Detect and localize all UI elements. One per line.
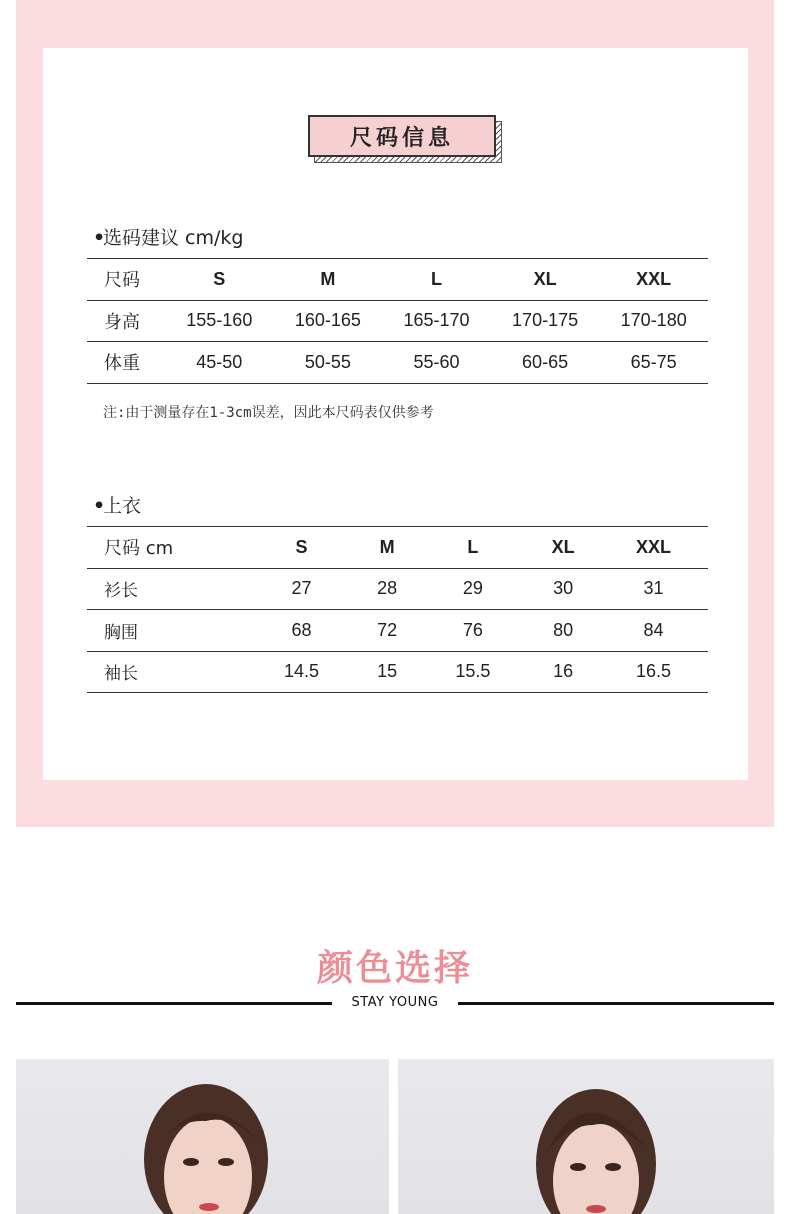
table-cell: 65-75 xyxy=(630,351,677,372)
header-cell: S xyxy=(295,536,308,557)
row-label: 身高 xyxy=(104,311,140,333)
table-header-row xyxy=(87,527,708,569)
header-cell: L xyxy=(467,536,479,557)
row-label: 胸围 xyxy=(104,622,138,643)
divider-line-left xyxy=(16,1002,332,1005)
header-cell: XXL xyxy=(636,268,672,289)
row-label: 衫长 xyxy=(104,581,138,602)
header-cell: 尺码 xyxy=(104,270,140,292)
model-photo-2[interactable] xyxy=(398,1059,774,1214)
badge-title: 尺码信息 xyxy=(308,115,496,157)
table-cell: 14.5 xyxy=(283,661,320,682)
table-row xyxy=(87,568,708,610)
header-cell: L xyxy=(430,268,442,289)
color-section-subtitle: STAY YOUNG xyxy=(351,995,439,1010)
table-cell: 55-60 xyxy=(413,351,460,372)
table-cell: 16 xyxy=(553,661,574,682)
table-cell: 15.5 xyxy=(455,661,491,682)
table-cell: 72 xyxy=(377,619,398,640)
recommend-section-label xyxy=(93,223,243,250)
header-cell: XL xyxy=(551,536,575,557)
top-section-label xyxy=(93,491,141,518)
table-row xyxy=(87,610,708,652)
table-cell: 30 xyxy=(553,578,574,599)
header-cell: S xyxy=(213,268,226,289)
table-cell: 155-160 xyxy=(186,310,253,331)
header-cell: M xyxy=(379,536,395,557)
recommend-label-text: 选码建议 cm/kg xyxy=(103,227,244,249)
table-cell: 68 xyxy=(291,619,312,640)
table-cell: 165-170 xyxy=(403,310,470,331)
table-cell: 160-165 xyxy=(294,310,361,331)
size-info-badge xyxy=(308,115,504,165)
table-cell: 76 xyxy=(462,619,483,640)
header-cell: 尺码 cm xyxy=(104,538,174,560)
table-cell: 60-65 xyxy=(522,351,569,372)
divider-line-right xyxy=(458,1002,774,1005)
measurement-note: 注:由于测量存在1-3cm误差，因此本尺码表仅供参考 xyxy=(103,405,434,421)
table-cell: 29 xyxy=(462,578,483,599)
table-cell: 27 xyxy=(291,578,312,599)
table-cell: 16.5 xyxy=(635,661,671,682)
top-label-text: 上衣 xyxy=(103,495,142,517)
table-cell: 80 xyxy=(553,619,574,640)
row-label: 袖长 xyxy=(104,664,138,685)
color-section-title: 颜色选择 xyxy=(316,948,473,989)
table-cell: 15 xyxy=(377,661,398,682)
table-cell: 31 xyxy=(643,578,664,599)
top-size-table xyxy=(87,526,708,693)
table-cell: 28 xyxy=(377,578,398,599)
table-header-row xyxy=(87,259,708,301)
header-cell: XL xyxy=(533,268,557,289)
table-cell: 170-175 xyxy=(512,310,579,331)
recommend-size-table xyxy=(87,258,708,384)
model-photo-1[interactable] xyxy=(16,1059,389,1214)
table-cell: 45-50 xyxy=(196,351,243,372)
table-cell: 170-180 xyxy=(620,310,687,331)
header-cell: M xyxy=(320,268,336,289)
bullet: • xyxy=(93,227,106,249)
header-cell: XXL xyxy=(635,536,671,557)
table-row xyxy=(87,342,708,384)
table-row xyxy=(87,651,708,693)
bullet: • xyxy=(93,495,106,517)
model-figure-2 xyxy=(398,1059,774,1214)
table-cell: 84 xyxy=(643,619,664,640)
row-label: 体重 xyxy=(104,353,140,375)
model-figure-1 xyxy=(16,1059,389,1214)
table-row xyxy=(87,300,708,342)
table-cell: 50-55 xyxy=(304,351,351,372)
